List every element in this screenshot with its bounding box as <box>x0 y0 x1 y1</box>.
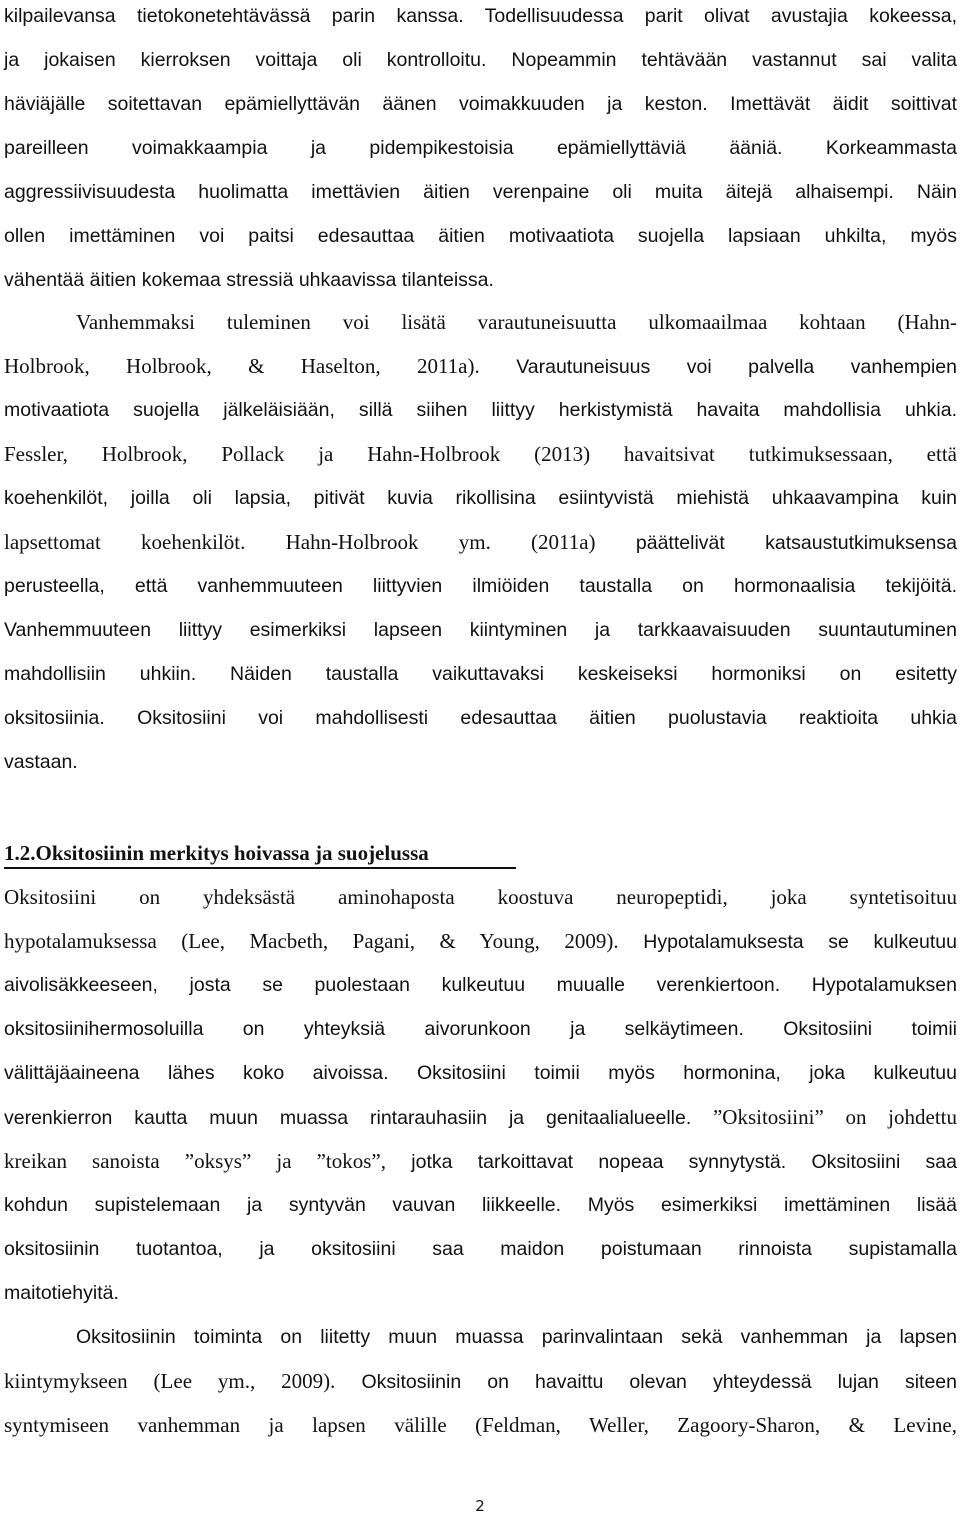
text-line: syntymiseen vanhemman ja lapsen välille (Feldman, Weller, Zagoory-Sharon, & Levine, <box>4 1413 957 1437</box>
text-line: mahdollisiin uhkiin. Näiden taustalla vaikuttavaksi keskeiseksi hormoniksi on esitetty <box>4 663 957 685</box>
text-line <box>4 1368 957 1395</box>
text-segment: jotka tarkoittavat nopeaa synnytystä. Oksitosiini saa <box>386 1151 957 1173</box>
text-line: häviäjälle soitettavan epämiellyttävän äänen voimakkuuden ja keston. Imettävät äidit soittivat <box>4 93 957 115</box>
heading-underline <box>4 867 516 869</box>
text-line <box>4 928 957 955</box>
text-segment: Hypotalamuksesta se kulkeutuu <box>618 931 957 953</box>
text-line <box>4 1104 957 1131</box>
text-line: vastaan. <box>4 751 78 773</box>
text-line: välittäjäaineena lähes koko aivoissa. Oksitosiini toimii myös hormonina, joka kulkeutuu <box>4 1062 957 1084</box>
text-segment: lapsettomat koehenkilöt. Hahn-Holbrook ym. (2011a) <box>4 530 596 554</box>
text-line: pareilleen voimakkaampia ja pidempikestoisia epämiellyttäviä ääniä. Korkeammasta <box>4 137 957 159</box>
text-line: perusteella, että vanhemmuuteen liittyvien ilmiöiden taustalla on hormonaalisia tekijöitä. <box>4 575 957 597</box>
text-line: vähentää äitien kokemaa stressiä uhkaavissa tilanteissa. <box>4 269 494 291</box>
text-segment: Varautuneisuus voi palvella vanhempien <box>479 356 957 378</box>
text-line: Vanhemmuuteen liittyy esimerkiksi lapseen kiintyminen ja tarkkaavaisuuden suuntautuminen <box>4 619 957 641</box>
text-line: Vanhemmaksi tuleminen voi lisätä varautuneisuutta ulkomaailmaa kohtaan (Hahn- <box>76 310 957 334</box>
text-segment: päättelivät katsaustutkimuksensa <box>595 532 957 554</box>
text-line: ollen imettäminen voi paitsi edesauttaa äitien motivaatiota suojella lapsiaan uhkilta, myös <box>4 225 957 247</box>
text-line: Fessler, Holbrook, Pollack ja Hahn-Holbrook (2013) havaitsivat tutkimuksessaan, että <box>4 442 957 466</box>
text-line: Oksitosiini on yhdeksästä aminohaposta koostuva neuropeptidi, joka syntetisoituu <box>4 885 957 909</box>
text-line: Oksitosiinin toiminta on liitetty muun muassa parinvalintaan sekä vanhemman ja lapsen <box>76 1326 957 1348</box>
text-line <box>4 1148 957 1175</box>
text-segment: verenkierron kautta muun muassa rintarauhasiin ja genitaalialueelle. <box>4 1107 692 1129</box>
text-segment: ”Oksitosiini” on johdettu <box>691 1105 957 1129</box>
text-line: aggressiivisuudesta huolimatta imettävien äitien verenpaine oli muita äitejä alhaisempi. Näin <box>4 181 957 203</box>
page-number: 2 <box>475 1497 485 1515</box>
text-line <box>4 529 957 556</box>
text-line: kohdun supistelemaan ja syntyvän vauvan liikkeelle. Myös esimerkiksi imettäminen lisää <box>4 1194 957 1216</box>
text-segment: Holbrook, Holbrook, & Haselton, 2011a). <box>4 354 480 378</box>
text-line: motivaatiota suojella jälkeläisiään, sillä siihen liittyy herkistymistä havaita mahdollisia uhkia. <box>4 399 957 421</box>
text-segment: Oksitosiinin on havaittu olevan yhteydessä lujan siteen <box>335 1371 957 1393</box>
text-line <box>4 353 957 380</box>
text-line: oksitosiinin tuotantoa, ja oksitosiini saa maidon poistumaan rinnoista supistamalla <box>4 1238 957 1260</box>
text-line: koehenkilöt, joilla oli lapsia, pitivät kuvia rikollisina esiintyvistä miehistä uhkaavampina kuin <box>4 487 957 509</box>
text-line: maitotiehyitä. <box>4 1282 119 1304</box>
text-segment: kreikan sanoista ”oksys” ja ”tokos”, <box>4 1149 387 1173</box>
text-line: oksitosiinihermosoluilla on yhteyksiä aivorunkoon ja selkäytimeen. Oksitosiini toimii <box>4 1018 957 1040</box>
text-line: aivolisäkkeeseen, josta se puolestaan kulkeutuu muualle verenkiertoon. Hypotalamuksen <box>4 974 957 996</box>
text-line: ja jokaisen kierroksen voittaja oli kontrolloitu. Nopeammin tehtävään vastannut sai valita <box>4 49 957 71</box>
text-segment: hypotalamuksessa (Lee, Macbeth, Pagani, & Young, 2009). <box>4 929 619 953</box>
text-line: oksitosiinia. Oksitosiini voi mahdollisesti edesauttaa äitien puolustavia reaktioita uhkia <box>4 707 957 729</box>
section-heading: 1.2.Oksitosiinin merkitys hoivassa ja suojelussa <box>4 841 429 865</box>
text-line: kilpailevansa tietokonetehtävässä parin kanssa. Todellisuudessa parit olivat avustajia kokeessa, <box>4 5 957 27</box>
text-segment: kiintymykseen (Lee ym., 2009). <box>4 1369 336 1393</box>
